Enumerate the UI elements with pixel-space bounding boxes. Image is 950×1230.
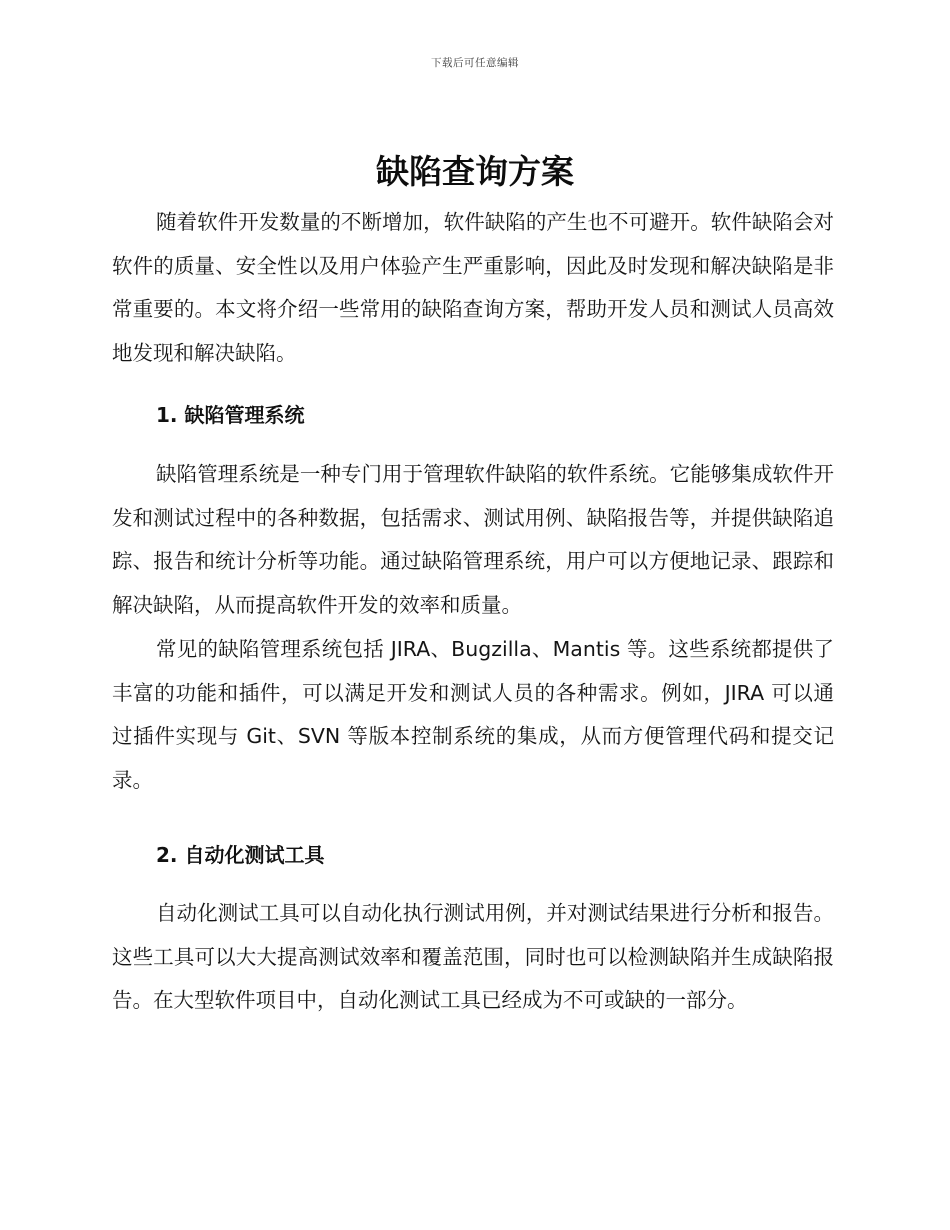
section-1-paragraph-1: 缺陷管理系统是一种专门用于管理软件缺陷的软件系统。它能够集成软件开发和测试过程中的各种数据，包括需求、测试用例、缺陷报告等，并提供缺陷追踪、报告和统计分析等功能。通过缺陷管理系统，用户可以方便地记录、跟踪和解决缺陷，从而提高软件开发的效率和质量。	[112, 462, 834, 617]
section-1-paragraph-2: 常见的缺陷管理系统包括 JIRA、Bugzilla、Mantis 等。这些系统都提供了丰富的功能和插件，可以满足开发和测试人员的各种需求。例如，JIRA 可以通过插件实现与 Git、SVN 等版本控制系统的集成，从而方便管理代码和提交记录。	[112, 637, 834, 792]
document-title: 缺陷查询方案	[376, 152, 574, 191]
section-2-paragraph-1: 自动化测试工具可以自动化执行测试用例，并对测试结果进行分析和报告。这些工具可以大大提高测试效率和覆盖范围，同时也可以检测缺陷并生成缺陷报告。在大型软件项目中，自动化测试工具已经成为不可或缺的一部分。	[112, 901, 834, 1012]
section-heading-defect-management: 1. 缺陷管理系统	[156, 403, 305, 427]
page-header-note: 下载后可任意编辑	[431, 57, 519, 69]
section-heading-automation-tools: 2. 自动化测试工具	[156, 843, 325, 867]
intro-paragraph: 随着软件开发数量的不断增加，软件缺陷的产生也不可避开。软件缺陷会对软件的质量、安全性以及用户体验产生严重影响，因此及时发现和解决缺陷是非常重要的。本文将介绍一些常用的缺陷查询方案，帮助开发人员和测试人员高效地发现和解决缺陷。	[112, 210, 834, 365]
